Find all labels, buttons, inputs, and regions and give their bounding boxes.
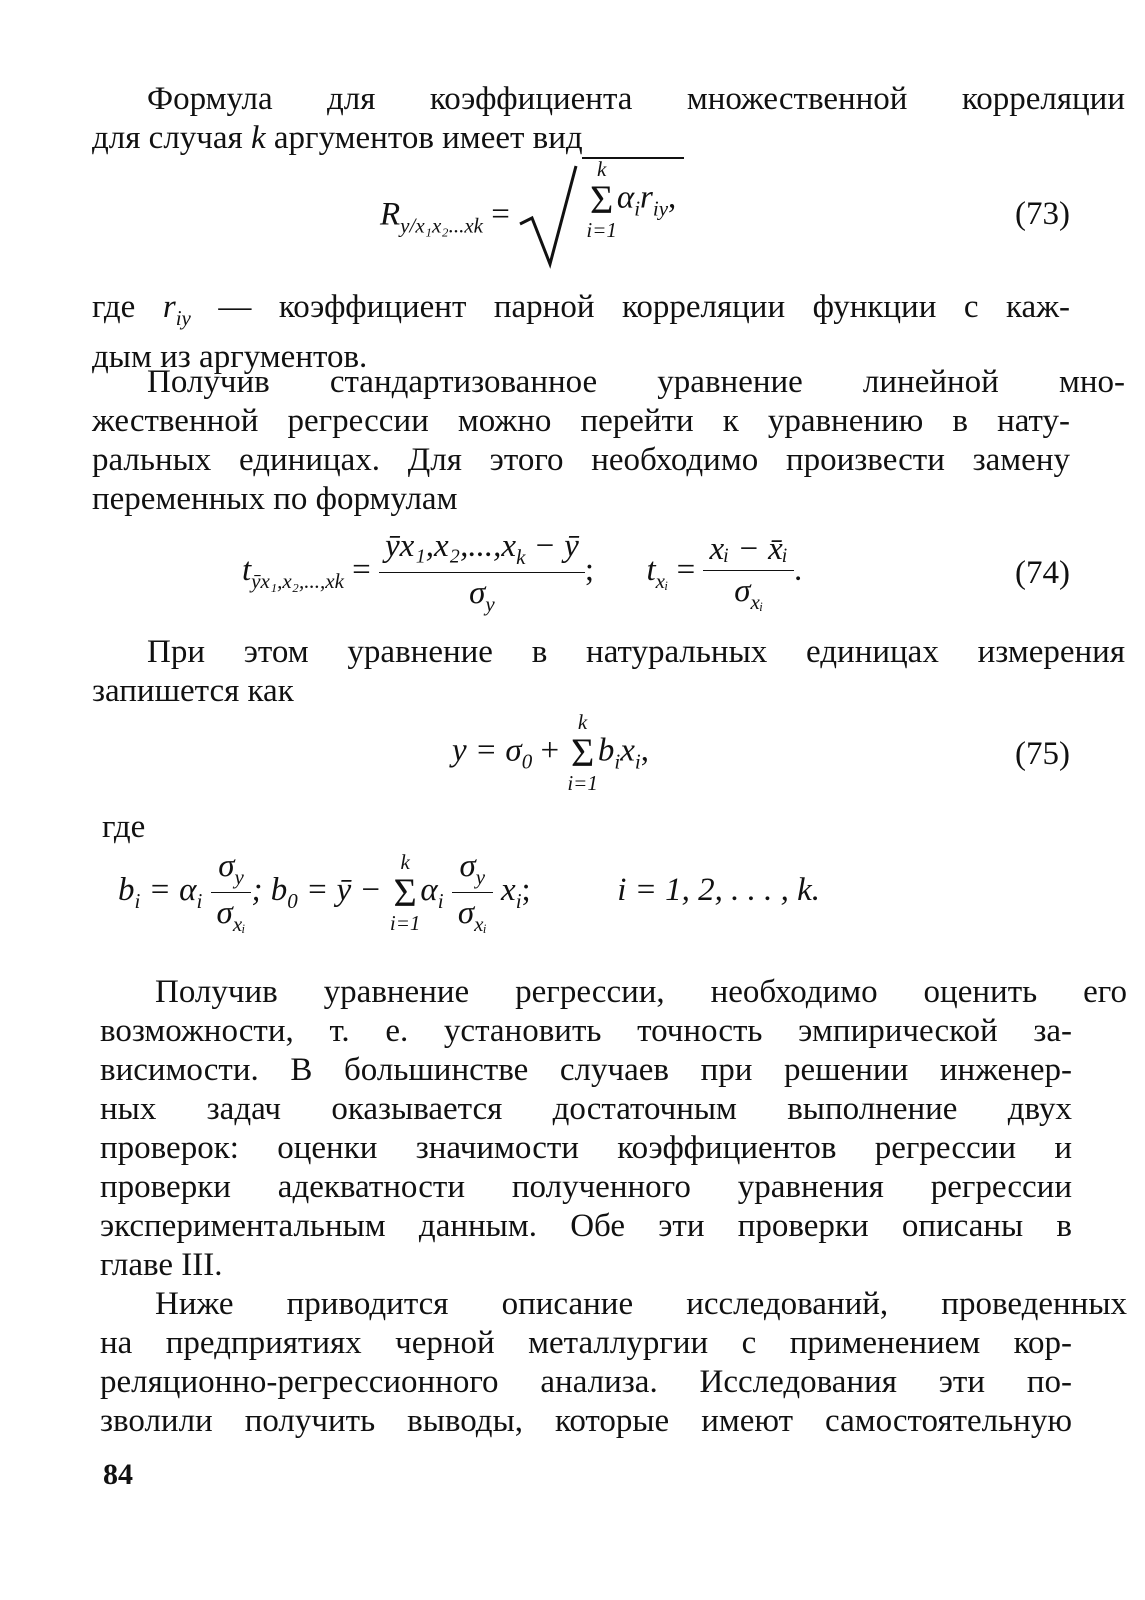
text-line: дым из аргументов.	[92, 339, 368, 375]
equation-74: $t_{ȳx_1,x_2,...,xk}$ = $\frac{ȳx_1,x_2,...,x_k - ȳ}{\sigma_y}$ ; $t_{xᵢ}$ = $\frac{\text{xᵢ − x̄ᵢ}}{\sigma_{xᵢ}}$ .	[242, 528, 803, 616]
equation-coefficients: $b_i = \alpha_i$ $\frac{\sigma_y}{\sigma_{xᵢ}}$ ; $b_0$ = ȳ − k Σ i=1 $\alpha_i$ $\frac{\sigma_y}{\sigma_{xᵢ}}$ $x_i$; i = 1, 2, . . . , k.	[118, 848, 821, 936]
paragraph-2: где $r_{iy}$ — коэффициент парной корреляции функции с каж- дым из аргументов.	[92, 289, 1070, 375]
sum-operator: k Σ i=1	[586, 157, 617, 242]
paragraph-6: Ниже приводится описание исследований, проведенных	[155, 1286, 1127, 1322]
paragraph-4: При этом уравнение в натуральных единицах измерения	[147, 634, 1125, 670]
paragraph-3: Получив стандартизованное уравнение линейной мно-	[147, 364, 1125, 400]
paragraph-1-line-2: для случая k аргументов имеет вид	[92, 120, 583, 156]
fraction: $\frac{ȳx_1,x_2,...,x_k - ȳ}{\sigma_y}$	[379, 528, 585, 617]
sum-operator: k Σ i=1	[567, 710, 598, 795]
sqrt-radicand: k Σ i=1 $\alpha_ir_{iy}$,	[582, 157, 684, 241]
equation-75: $y = \sigma_0$ + k Σ i=1 $b_ix_i$,	[452, 710, 649, 795]
page-number: 84	[103, 1458, 133, 1491]
paragraph-5: Получив уравнение регрессии, необходимо оценить его	[155, 974, 1127, 1010]
paragraph-1	[92, 80, 1125, 119]
fraction: $\frac{\sigma_y}{\sigma_{xᵢ}}$	[452, 848, 493, 937]
sum-operator: k Σ i=1	[389, 849, 421, 935]
text-line: Формула для коэффициента множественной корреляции	[147, 81, 1125, 117]
paragraph-4-line-2: запишется как	[92, 673, 294, 709]
fraction: $\frac{\sigma_y}{\sigma_{xᵢ}}$	[211, 848, 252, 937]
paragraph-6-rest: на предприятиях черной металлургии с применением кор- реляционно-регрессионного анализа. Исследования эти по- зволили получить выводы, которые имеют самостоятельную	[100, 1325, 1072, 1439]
sqrt-sign	[518, 162, 578, 272]
equation-73: $R_{y/x_1x_2...xk}$ = k Σ i=1 $\alpha_ir_{iy}$,	[380, 162, 684, 272]
fraction: $\frac{\text{xᵢ − x̄ᵢ}}{\sigma_{xᵢ}}$	[703, 531, 794, 615]
equation-number-74: (74)	[1015, 555, 1070, 591]
equation-number-73: (73)	[1015, 196, 1070, 232]
paragraph-3-rest: жественной регрессии можно перейти к уравнению в нату- ральных единицах. Для этого необходимо произвести замену переменных по формулам	[92, 403, 1070, 517]
equation-number-75: (75)	[1015, 736, 1070, 772]
where-label: где	[102, 809, 146, 845]
paragraph-5-rest: возможности, т. е. установить точность эмпирической за- висимости. В большинстве случаев при решении инженер- ных задач оказывается достаточным выполнение двух проверок: оценки значимости коэффициентов регрессии и проверки адекватности полученного уравнения регрессии экспериментальным данным. Обе эти проверки описаны в главе III.	[100, 1013, 1072, 1283]
